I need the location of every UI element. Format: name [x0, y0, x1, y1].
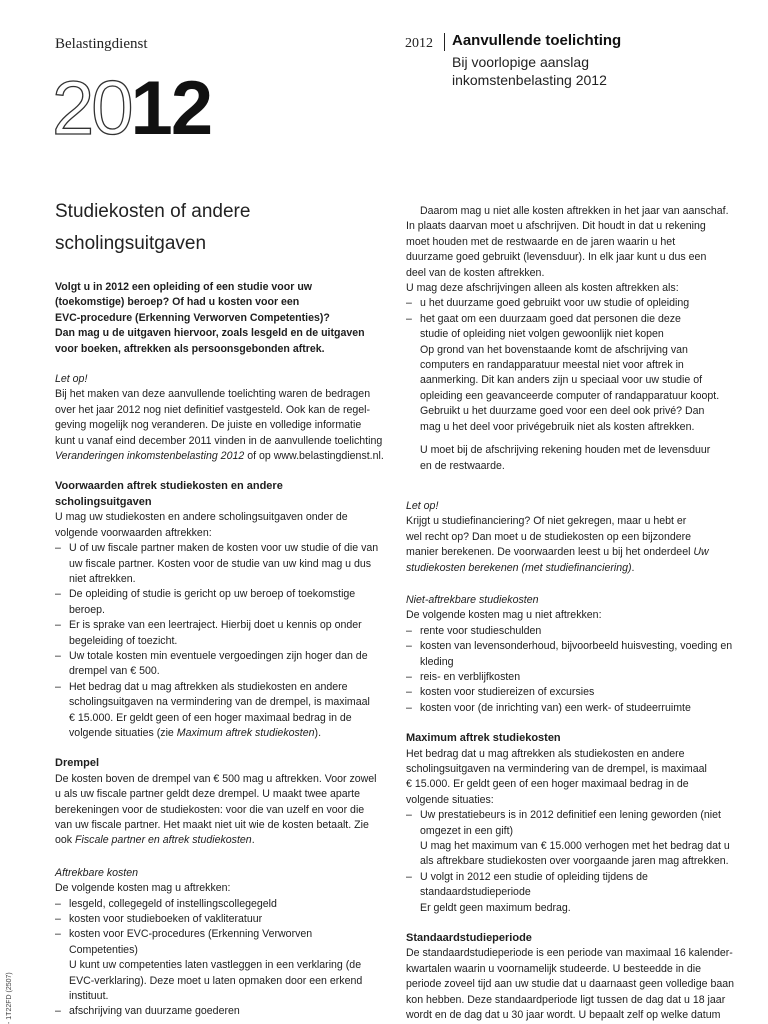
text-line: Daarom mag u niet alle kosten aftrekken in het jaar van aanschaf.: [420, 205, 729, 217]
text-line: De standaardstudieperiode is een periode van maximaal 16 kalender-: [406, 947, 733, 960]
text-line: kon hebben. Deze standaardperiode ligt tussen de dag dat u 18 jaar: [406, 993, 726, 1006]
item-line: Er geldt geen maximum bedrag.: [420, 901, 571, 914]
list-item: [55, 927, 385, 1004]
item-line: – kosten voor studieboeken of vakliteratuur: [69, 913, 263, 926]
subheading-niet-aftrekbaar: Niet-aftrekbare studiekosten: [406, 593, 539, 606]
list-item: [406, 312, 736, 435]
drempel-paragraph: [55, 772, 385, 849]
item-line: EVC-verklaring). Deze moet u laten opmaken door een erkend: [69, 974, 363, 987]
header-subtitle-line: inkomstenbelasting 2012: [452, 72, 607, 88]
text-line: wel recht op? Dan moet u de studiekosten op een bijzondere: [406, 530, 692, 543]
text-line: De kosten boven de drempel van € 500 mag u aftrekken. Voor zowel: [55, 772, 377, 785]
lead-line: EVC-procedure (Erkenning Verworven Competenties)?: [55, 311, 330, 324]
item-line: U mag het maximum van € 15.000 verhogen met het bedrag dat u: [420, 840, 730, 853]
section-heading-voorwaarden: [55, 479, 385, 510]
deductible-costs-list: [55, 897, 385, 1020]
item-line: – het gaat om een duurzaam goed dat personen die deze: [420, 312, 681, 325]
text-line: De volgende kosten mag u aftrekken:: [55, 882, 231, 895]
brand-name: Belastingdienst: [55, 36, 148, 52]
text-line: Krijgt u studiefinanciering? Of niet gekregen, maar u hebt er: [406, 515, 687, 528]
form-code: - 1T22FD (2507): [6, 972, 13, 1024]
text-line: kunt u vanaf eind december 2011 vinden in de aanvullende toelichting: [55, 434, 383, 447]
letop-heading: Let op!: [55, 373, 88, 386]
item-line: omgezet in een gift): [420, 824, 514, 837]
text-line: Bij het maken van deze aanvullende toelichting waren de bedragen: [55, 388, 371, 401]
text-line: U mag uw studiekosten en andere scholingsuitgaven onder de: [55, 511, 348, 524]
text-line: berekeningen voor de studiekosten: voor die van uzelf en voor die: [55, 803, 365, 816]
cross-reference: Fiscale partner en aftrek studiekosten: [75, 834, 252, 847]
text-line: moet houden met de restwaarde en de jaren waarin u het: [406, 235, 676, 248]
page-title-line: Studiekosten of andere: [55, 201, 251, 222]
header-year: 2012: [405, 36, 433, 51]
list-item: [406, 870, 736, 916]
list-item: [406, 701, 736, 716]
cross-reference: studiekosten berekenen (met studiefinanciering): [406, 561, 632, 574]
text-line: [55, 449, 385, 464]
item-line: – U of uw fiscale partner maken de kosten voor uw studie of die van: [69, 542, 379, 555]
item-line: kleding: [420, 655, 454, 668]
list-item: [406, 670, 736, 685]
lead-paragraph: [55, 280, 385, 357]
text-line: scholingsuitgaven na vermindering van de drempel, is maximaal: [406, 763, 707, 775]
header-title: Aanvullende toelichting: [452, 32, 622, 49]
item-line: – reis- en verblijfkosten: [420, 670, 521, 683]
list-item: [55, 680, 385, 742]
item-line: standaardstudieperiode: [420, 886, 531, 899]
text-line: geving mogelijk nog veranderen. De juiste en volledige informatie: [55, 419, 362, 432]
item-line: – afschrijving van duurzame goederen: [69, 1005, 240, 1018]
item-line: – kosten voor studiereizen of excursies: [420, 686, 595, 699]
letop-paragraph: [55, 387, 385, 464]
list-item: [406, 624, 736, 639]
lead-line: Volgt u in 2012 een opleiding of een studie voor uw: [55, 281, 313, 293]
item-line: instituut.: [69, 990, 109, 1003]
text-fragment: ook: [55, 834, 76, 847]
text-line: [55, 833, 385, 848]
item-line: computers en randapparatuur meestal niet voor aftrek in: [420, 359, 684, 372]
item-line: Competenties): [69, 943, 138, 956]
cross-reference: Maximum aftrek studiekosten: [176, 726, 315, 739]
header-subtitle: [452, 53, 732, 89]
text-line: [406, 561, 736, 576]
heading-line: Voorwaarden aftrek studiekosten en andere: [55, 480, 283, 493]
text-line: deel van de kosten aftrekken.: [406, 266, 545, 279]
cross-reference: Uw: [693, 546, 709, 559]
text-fragment: volgende situaties (zie: [69, 726, 177, 739]
item-line: beroep.: [69, 603, 105, 616]
item-line: Gebruikt u het duurzame goed voor een deel ook privé? Dan: [420, 405, 705, 418]
left-column: [55, 196, 385, 1020]
text-line: volgende situaties:: [406, 793, 494, 806]
section-heading-maximum: Maximum aftrek studiekosten: [406, 732, 561, 745]
item-line: – kosten voor (de inrichting van) een werk- of studeerruimte: [420, 701, 691, 714]
list-item: [55, 1004, 385, 1019]
letop-heading: Let op!: [406, 499, 439, 512]
text-line: u als uw fiscale partner geldt deze drempel. U maakt twee aparte: [55, 788, 361, 801]
text-fragment: manier berekenen. De voorwaarden leest u bij het onderdeel: [406, 546, 694, 559]
item-line: scholingsuitgaven na vermindering van de drempel, is maximaal: [69, 696, 370, 709]
text-line: Het bedrag dat u mag aftrekken als studiekosten en andere: [406, 747, 685, 760]
item-line: – Het bedrag dat u mag aftrekken als studiekosten en andere: [69, 680, 348, 693]
text-line: kwartalen waarin u voornamelijk studeerde. U besteedde in die: [406, 962, 702, 975]
list-item: [55, 897, 385, 912]
section-heading-standaardstudieperiode: Standaardstudieperiode: [406, 932, 532, 945]
item-line: € 15.000. Er geldt geen of een hoger maximaal bedrag in de: [69, 711, 352, 724]
text-line: van uw fiscale partner. Het maakt niet uit wie de kosten betaalt. Zie: [55, 819, 369, 831]
lead-line: (toekomstige) beroep? Of had u kosten voor een: [55, 296, 300, 309]
list-item: [406, 808, 736, 870]
text-line: U moet bij de afschrijving rekening houden met de levensduur: [420, 444, 711, 457]
text-fragment: .: [251, 834, 255, 847]
right-column: [406, 204, 736, 1024]
item-line: aanmerking. Dit kan anders zijn u speciaal voor uw studie of: [420, 374, 703, 387]
text-line: [406, 545, 736, 560]
list-item: [55, 541, 385, 587]
list-item: [55, 618, 385, 649]
item-line: U kunt uw competenties laten vastleggen in een verklaring (de: [69, 959, 362, 972]
item-line: – rente voor studieschulden: [420, 624, 542, 637]
text-line: duurzame goed gebruikt (levensduur). In elk jaar kunt u dus een: [406, 251, 707, 264]
text-line: In plaats daarvan moet u afschrijven. Dit houdt in dat u rekening: [406, 220, 706, 233]
item-line: – Er is sprake van een leertraject. Hierbij doet u kennis op onder: [69, 619, 362, 632]
item-line: mag u het deel voor privégebruik niet als kosten aftrekken.: [420, 420, 695, 433]
item-line: – De opleiding of studie is gericht op uw beroep of toekomstige: [69, 588, 356, 601]
depreciation-intro: [406, 204, 736, 219]
item-line: opleiding een geavanceerde computer of randapparatuur koopt.: [420, 389, 720, 402]
list-item: [55, 912, 385, 927]
item-line: – kosten voor EVC-procedures (Erkenning Verworven: [69, 928, 313, 941]
item-line: studie of opleiding niet volgen gewoonlijk niet kopen: [420, 328, 664, 341]
text-fragment: of op www.belastingdienst.nl.: [244, 450, 384, 463]
item-line: drempel van € 500.: [69, 665, 160, 678]
year-logo: [52, 66, 212, 151]
item-line: als aftrekbare studiekosten over voorgaande jaren mag aftrekken.: [420, 855, 729, 868]
depreciation-conditions-list: [406, 296, 736, 435]
text-line: De volgende kosten mag u niet aftrekken:: [406, 609, 602, 622]
heading-line: scholingsuitgaven: [55, 495, 152, 508]
list-item: [406, 639, 736, 670]
page-title: [55, 196, 385, 260]
header-subtitle-line: Bij voorlopige aanslag: [452, 54, 589, 70]
text-line: en de restwaarde.: [420, 459, 505, 472]
logo-solid-digits: 12: [130, 66, 212, 151]
item-line: Op grond van het bovenstaande komt de afschrijving van: [420, 343, 688, 356]
page-title-line: scholingsuitgaven: [55, 233, 207, 254]
text-fragment: ).: [314, 726, 322, 739]
list-item: [55, 649, 385, 680]
list-item: [406, 685, 736, 700]
text-line: wordt en de dag dat u 30 jaar wordt. U bepaalt zelf op welke datum: [406, 1009, 721, 1022]
item-line: begeleiding of toezicht.: [69, 634, 178, 647]
subheading-aftrekbare-kosten: Aftrekbare kosten: [55, 866, 139, 879]
item-line: – Uw prestatiebeurs is in 2012 definitief een lening geworden (niet: [420, 809, 721, 822]
text-line: volgende voorwaarden aftrekken:: [55, 526, 212, 539]
logo-outline-digits: 20: [52, 66, 131, 151]
publication-reference: Veranderingen inkomstenbelasting 2012: [55, 450, 245, 463]
section-heading-drempel: Drempel: [55, 757, 100, 770]
text-line: over het jaar 2012 nog niet definitief vastgesteld. Ook kan de regel-: [55, 403, 371, 416]
non-deductible-list: [406, 624, 736, 716]
item-line: – u het duurzame goed gebruikt voor uw studie of opleiding: [420, 297, 690, 310]
text-line: € 15.000. Er geldt geen of een hoger maximaal bedrag in de: [406, 778, 689, 791]
lead-line: voor boeken, aftrekken als persoonsgebonden aftrek.: [55, 342, 325, 355]
text-line: U mag deze afschrijvingen alleen als kosten aftrekken als:: [406, 282, 679, 295]
item-line: – kosten van levensonderhoud, bijvoorbeeld huisvesting, voeding en: [420, 640, 733, 653]
maximum-exceptions-list: [406, 808, 736, 916]
item-line: uw fiscale partner. Kosten voor de studie van uw kind mag u dus: [69, 557, 372, 570]
conditions-list: [55, 541, 385, 741]
text-line: periode zoveel tijd aan uw studie dat u daarnaast geen volledige baan: [406, 978, 735, 991]
list-item: [406, 296, 736, 311]
item-line: niet aftrekken.: [69, 572, 136, 585]
item-line: – lesgeld, collegegeld of instellingscollegegeld: [69, 897, 277, 910]
header-divider: [444, 33, 445, 51]
text-fragment: .: [631, 561, 635, 574]
item-line: [69, 726, 385, 741]
lead-line: Dan mag u de uitgaven hiervoor, zoals lesgeld en de uitgaven: [55, 327, 365, 340]
item-line: – U volgt in 2012 een studie of opleiding tijdens de: [420, 870, 648, 883]
list-item: [55, 587, 385, 618]
item-line: – Uw totale kosten min eventuele vergoedingen zijn hoger dan de: [69, 649, 368, 662]
depreciation-note: [406, 443, 736, 474]
